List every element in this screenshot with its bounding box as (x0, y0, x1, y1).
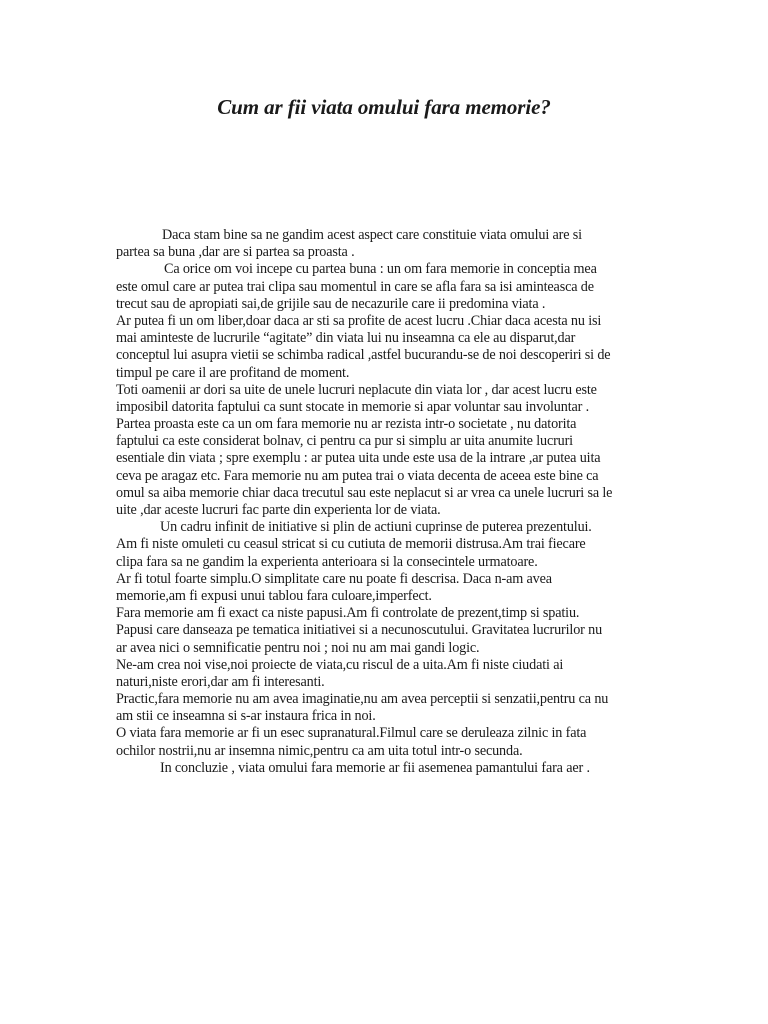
text-line: faptului ca este considerat bolnav, ci pentru ca pur si simplu ar uita anumite lucruri (116, 433, 573, 450)
document-title: Cum ar fii viata omului fara memorie? (217, 95, 551, 119)
text-line: mai aminteste de lucrurile “agitate” din viata lui nu inseamna ca ele au disparut,dar (116, 330, 576, 347)
text-line: Partea proasta este ca un om fara memorie nu ar rezista intr-o societate , nu datorita (116, 416, 577, 433)
text-line: Un cadru infinit de initiative si plin de actiuni cuprinse de puterea prezentului. (160, 519, 592, 536)
text-line: ceva pe aragaz etc. Fara memorie nu am putea trai o viata decenta de aceea este bine ca (116, 467, 599, 484)
text-line: Fara memorie am fi exact ca niste papusi.Am fi controlate de prezent,timp si spatiu. (116, 605, 580, 622)
text-line: clipa fara sa ne gandim la experienta anterioara si la consecintele urmatoare. (116, 553, 538, 570)
text-line: imposibil datorita faptului ca sunt stocate in memorie si apar voluntar sau involuntar . (116, 398, 589, 415)
text-line: este omul care ar putea trai clipa sau momentul in care se afla fara sa isi aminteasca de (116, 278, 594, 295)
text-line: Papusi care danseaza pe tematica initiativei si a necunoscutului. Gravitatea lucrurilor nu (116, 622, 603, 639)
text-line: Toti oamenii ar dori sa uite de unele lucruri neplacute din viata lor , dar acest lucru este (116, 381, 597, 398)
text-line: trecut sau de apropiati sai,de grijile sau de necazurile care ii predomina viata . (116, 295, 546, 312)
text-line: conceptul lui asupra vietii se schimba radical ,astfel bucurandu-se de noi descoperiri si de (116, 347, 611, 364)
text-line: Ne-am crea noi vise,noi proiecte de viata,cu riscul de a uita.Am fi niste ciudati ai (116, 656, 564, 673)
text-line: naturi,niste erori,dar am fi interesanti. (116, 673, 325, 690)
document-body (116, 227, 666, 777)
text-line: timpul pe care il are profitand de moment. (116, 364, 350, 381)
text-line: memorie,am fi expusi unui tablou fara culoare,imperfect. (116, 587, 432, 604)
text-line: partea sa buna ,dar are si partea sa proasta . (116, 244, 355, 261)
text-line: O viata fara memorie ar fi un esec supranatural.Filmul care se deruleaza zilnic in fata (116, 725, 587, 742)
text-line: Practic,fara memorie nu am avea imaginatie,nu am avea perceptii si senzatii,pentru ca nu (116, 691, 609, 708)
text-line: Ar fi totul foarte simplu.O simplitate care nu poate fi descrisa. Daca n-am avea (116, 570, 552, 587)
text-line: Daca stam bine sa ne gandim acest aspect care constituie viata omului are si (162, 227, 582, 243)
text-line: esentiale din viata ; spre exemplu : ar putea uita unde este usa de la intrare ,ar putea uita (116, 450, 601, 467)
text-line: ochilor nostrii,nu ar insemna nimic,pentru ca am uita totul intr-o secunda. (116, 742, 523, 759)
text-line: Ar putea fi un om liber,doar daca ar sti sa profite de acest lucru .Chiar daca acesta nu isi (116, 312, 602, 329)
text-line: omul sa aiba memorie chiar daca trecutul sau este neplacut si ar vrea ca unele lucruri sa le (116, 484, 613, 501)
text-line: Ca orice om voi incepe cu partea buna : un om fara memorie in conceptia mea (164, 261, 597, 278)
text-line: ar avea nici o semnificatie pentru noi ; noi nu am mai gandi logic. (116, 639, 480, 656)
text-line: uite ,dar aceste lucruri fac parte din experienta lor de viata. (116, 502, 441, 518)
text-line: In concluzie , viata omului fara memorie ar fii asemenea pamantului fara aer . (160, 759, 590, 776)
text-line: Am fi niste omuleti cu ceasul stricat si cu cutiuta de memorii distrusa.Am trai fiecare (116, 536, 586, 553)
text-line: am stii ce inseamna si s-ar instaura frica in noi. (116, 708, 376, 725)
